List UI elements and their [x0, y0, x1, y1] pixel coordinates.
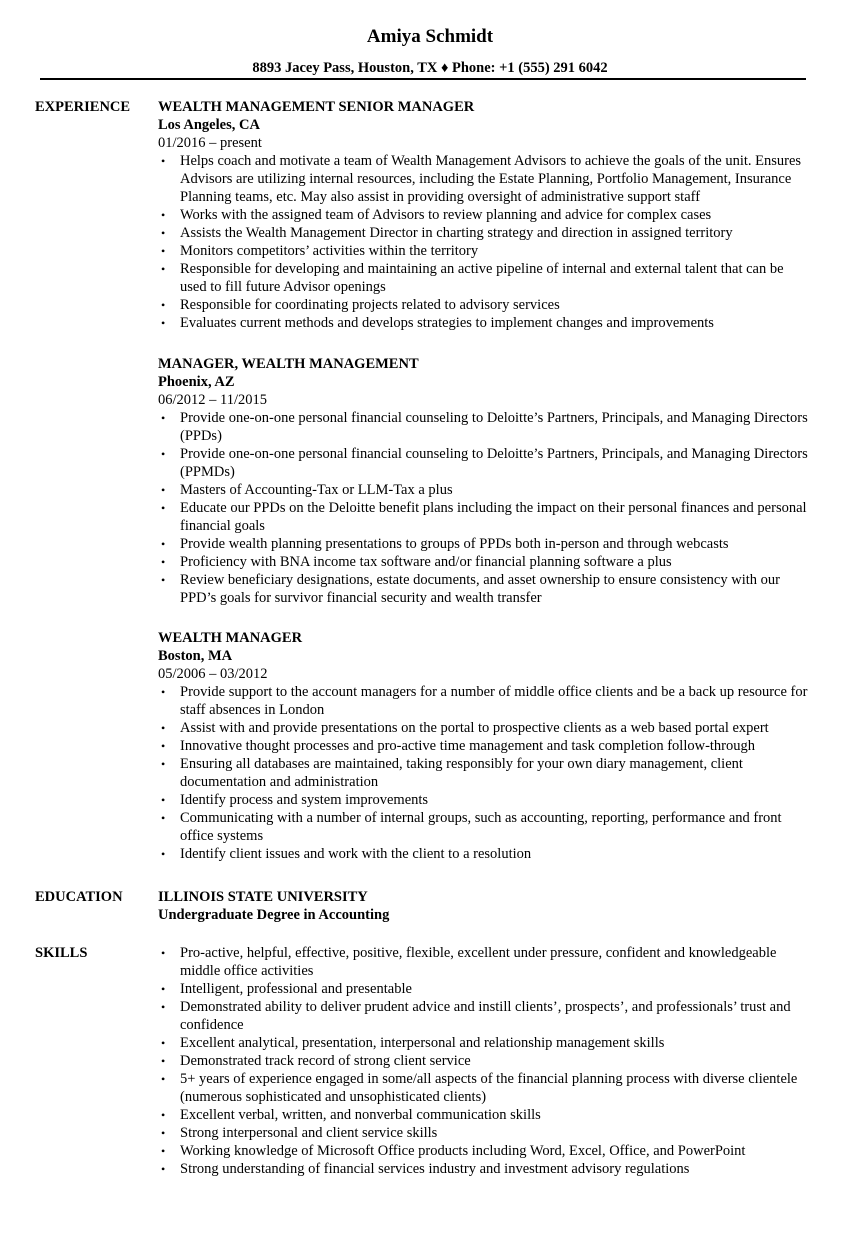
bullet-icon: • — [161, 226, 166, 240]
job-title: MANAGER, WEALTH MANAGEMENT — [158, 356, 419, 372]
list-item: • Identify process and system improvements — [161, 792, 429, 808]
bullet-icon: • — [161, 555, 166, 569]
list-item: • Educate our PPDs on the Deloitte benefit plans including the impact on their personal finances and personal financial goals — [161, 500, 807, 534]
list-item: • Provide support to the account managers for a number of middle office clients and be a back up resource for staff absences in London — [161, 684, 808, 718]
bullet-icon: • — [161, 1036, 166, 1050]
header-divider — [40, 78, 806, 80]
list-item: • Works with the assigned team of Advisors to review planning and advice for complex cases — [161, 207, 712, 223]
bullet-icon: • — [161, 757, 166, 771]
bullet-icon: • — [161, 208, 166, 222]
bullet-icon: • — [161, 793, 166, 807]
list-item: • Helps coach and motivate a team of Wealth Management Advisors to achieve the goals of the unit. Ensures Advisors are utilizing internal resources, including the Estate Planning, Portfolio Management, Insurance Planning teams, etc. May also assist in providing oversight of administrative support staff — [161, 153, 802, 205]
bullet-icon: • — [161, 411, 166, 425]
bullet-icon: • — [161, 847, 166, 861]
job-bullets — [158, 409, 808, 607]
bullet-icon: • — [161, 316, 166, 330]
list-item: • Evaluates current methods and develops strategies to implement changes and improvements — [161, 315, 714, 331]
bullet-icon: • — [161, 483, 166, 497]
list-item: • Excellent verbal, written, and nonverbal communication skills — [161, 1107, 541, 1123]
list-item: • Demonstrated ability to deliver prudent advice and instill clients’, prospects’, and professionals’ trust and confidence — [161, 999, 791, 1033]
bullet-icon: • — [161, 1072, 166, 1086]
bullet-icon: • — [161, 154, 166, 168]
bullet-icon: • — [161, 1144, 166, 1158]
contact-line: 8893 Jacey Pass, Houston, TX ♦ Phone: +1 (555) 291 6042 — [252, 60, 608, 76]
job-dates: 06/2012 – 11/2015 — [158, 392, 268, 408]
list-item: • Assist with and provide presentations on the portal to prospective clients as a web based portal expert — [161, 720, 769, 736]
bullet-icon: • — [161, 244, 166, 258]
bullet-icon: • — [161, 262, 166, 276]
job-entry — [158, 629, 808, 863]
degree: Undergraduate Degree in Accounting — [158, 907, 390, 923]
bullet-icon: • — [161, 811, 166, 825]
bullet-icon: • — [161, 1054, 166, 1068]
bullet-icon: • — [161, 1108, 166, 1122]
section-label-education: EDUCATION — [35, 889, 123, 905]
list-item: • 5+ years of experience engaged in some/all aspects of the financial planning process with diverse clientele (numerous sophisticated and unsophisticated clients) — [161, 1071, 798, 1105]
list-item: • Assists the Wealth Management Director in charting strategy and direction in assigned territory — [161, 225, 733, 241]
list-item: • Responsible for coordinating projects related to advisory services — [161, 297, 560, 313]
bullet-icon: • — [161, 573, 166, 587]
job-location: Los Angeles, CA — [158, 117, 260, 133]
bullet-icon: • — [161, 685, 166, 699]
list-item: • Provide wealth planning presentations to groups of PPDs both in-person and through webcasts — [161, 536, 729, 552]
bullet-icon: • — [161, 739, 166, 753]
bullet-icon: • — [161, 946, 166, 960]
list-item: • Review beneficiary designations, estate documents, and asset ownership to ensure consistency with our PPD’s goals for survivor financial security and wealth transfer — [161, 572, 780, 606]
job-location: Phoenix, AZ — [158, 374, 235, 390]
job-entry — [158, 355, 808, 607]
skills-entry — [158, 944, 808, 1178]
list-item: • Masters of Accounting-Tax or LLM-Tax a plus — [161, 482, 453, 498]
job-title: WEALTH MANAGER — [158, 630, 303, 646]
bullet-icon: • — [161, 1126, 166, 1140]
list-item: • Innovative thought processes and pro-active time management and task completion follow-through — [161, 738, 756, 754]
list-item: • Demonstrated track record of strong client service — [161, 1053, 471, 1069]
list-item: • Responsible for developing and maintaining an active pipeline of internal and external talent that can be used to fill future Advisor openings — [161, 261, 784, 295]
bullet-icon: • — [161, 298, 166, 312]
list-item: • Strong understanding of financial services industry and investment advisory regulations — [161, 1161, 690, 1177]
section-label-skills: SKILLS — [35, 945, 88, 961]
school-name: ILLINOIS STATE UNIVERSITY — [158, 889, 368, 905]
candidate-name: Amiya Schmidt — [366, 26, 494, 47]
bullet-icon: • — [161, 721, 166, 735]
list-item: • Monitors competitors’ activities within the territory — [161, 243, 479, 259]
bullet-icon: • — [161, 537, 166, 551]
bullet-icon: • — [161, 982, 166, 996]
list-item: • Strong interpersonal and client service skills — [161, 1125, 438, 1141]
list-item: • Excellent analytical, presentation, interpersonal and relationship management skills — [161, 1035, 665, 1051]
section-label-experience: EXPERIENCE — [35, 99, 131, 115]
bullet-icon: • — [161, 447, 166, 461]
job-bullets — [158, 683, 808, 863]
list-item: • Pro-active, helpful, effective, positive, flexible, excellent under pressure, confident and knowledgeable middle office activities — [161, 945, 777, 979]
job-title: WEALTH MANAGEMENT SENIOR MANAGER — [158, 99, 475, 115]
job-location: Boston, MA — [158, 648, 233, 664]
list-item: • Ensuring all databases are maintained, taking responsibly for your own diary management, client documentation and administration — [161, 756, 743, 790]
bullet-icon: • — [161, 501, 166, 515]
list-item: • Working knowledge of Microsoft Office products including Word, Excel, Office, and PowerPoint — [161, 1143, 746, 1159]
job-entry — [158, 98, 808, 332]
list-item: • Provide one-on-one personal financial counseling to Deloitte’s Partners, Principals, and Managing Directors (PPDs) — [161, 410, 808, 444]
job-bullets — [158, 152, 808, 332]
list-item: • Identify client issues and work with the client to a resolution — [161, 846, 532, 862]
skills-list — [158, 944, 808, 1178]
bullet-icon: • — [161, 1162, 166, 1176]
list-item: • Communicating with a number of internal groups, such as accounting, reporting, performance and front office systems — [161, 810, 782, 844]
job-dates: 05/2006 – 03/2012 — [158, 666, 268, 682]
list-item: • Intelligent, professional and presentable — [161, 981, 412, 997]
education-entry — [158, 888, 808, 924]
job-dates: 01/2016 – present — [158, 135, 262, 151]
list-item: • Provide one-on-one personal financial counseling to Deloitte’s Partners, Principals, and Managing Directors (PPMDs) — [161, 446, 808, 480]
list-item: • Proficiency with BNA income tax software and/or financial planning software a plus — [161, 554, 672, 570]
bullet-icon: • — [161, 1000, 166, 1014]
